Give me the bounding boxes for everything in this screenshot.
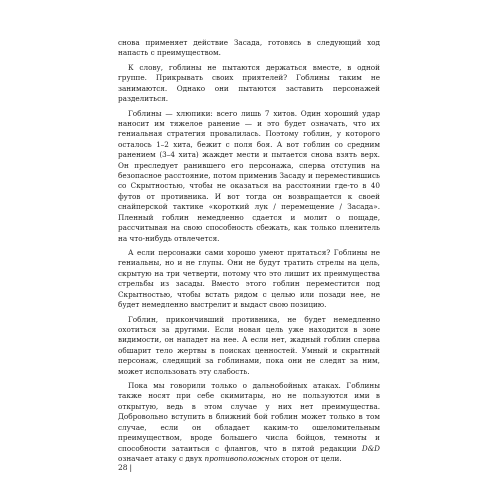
paragraph-6-italic-dnd: D&D [361, 443, 380, 453]
page-number-value: 28 [118, 463, 128, 472]
page-number [118, 463, 132, 472]
paragraph-2: К слову, гоблины не пытаются держаться вместе, в одной группе. Прикрывать своих приятелей? Гоблины таким не занимаются. Однако они пытаются заставить персонажей разделиться. [118, 62, 380, 104]
paragraph-1: снова применяет действие Засада, готовясь в следующий ход напасть с преимуществом. [118, 38, 380, 58]
body-text [118, 38, 380, 468]
paragraph-6-end: сторон от цели. [279, 453, 342, 463]
paragraph-3: Гоблины — хлюпики: всего лишь 7 хитов. Один хороший удар наносит им тяжелое ранение — и это будет означать, что их гениальная стратегия провалилась. Поэтому гоблин, у которого осталось 1–2 хита, бежит с поля боя. А вот гоблин со средним ранением (3–4 хита) жаждет мести и пытается снова взять верх. Он преследует ранившего его персонажа, сперва отступив на безопасное расстояние, потом применив Засаду и переместившись со Скрытностью, чтобы не оказаться на расстоянии где-то в 40 футов от противника. И вот тогда он возвращается к своей снайперской тактике «короткий лук / перемещение / Засада». Пленный гоблин немедленно сдается и молит о пощаде, рассчитывая на свою способность сбежать, как только пленитель на что-нибудь отвлечется. [118, 108, 380, 243]
paragraph-6-italic-opposite: противоположных [204, 453, 280, 463]
paragraph-5: Гоблин, прикончивший противника, не будет немедленно охотиться за другими. Если новая цель уже находится в зоне видимости, он нападет на нее. А если нет, жадный гоблин сперва обшарит тело жертвы в поисках ценностей. Умный и скрытный персонаж, следящий за гоблинами, пока они не следят за ним, может использовать эту слабость. [118, 314, 380, 376]
paragraph-6-middle: означает атаку с двух [118, 453, 205, 463]
paragraph-6 [118, 381, 380, 464]
paragraph-6-main: Пока мы говорили только о дальнобойных атаках. Гоблины также носят при себе скимитары, но не пользуются ими в открытую, ведь в этом случае у них нет преимущества. Добровольно вступить в ближний бой гоблин может только в том случае, если он обладает каким-то ошеломительным преимуществом, вроде большего числа бойцов, темноты и способности затаиться с флангов, что в пятой редакции [118, 381, 380, 453]
paragraph-4: А если персонажи сами хорошо умеют прятаться? Гоблины не гениальны, но и не глупы. Они не будут тратить стрелы на цель, скрытую на три четверти, потому что это лишит их преимущества стрельбы из засады. Вместо этого гоблин переместится под Скрытностью, чтобы встать рядом с целью или позади нее, не будет немедленно выстрелит и выдаст свою позицию. [118, 248, 380, 310]
page-number-separator: | [129, 463, 133, 472]
